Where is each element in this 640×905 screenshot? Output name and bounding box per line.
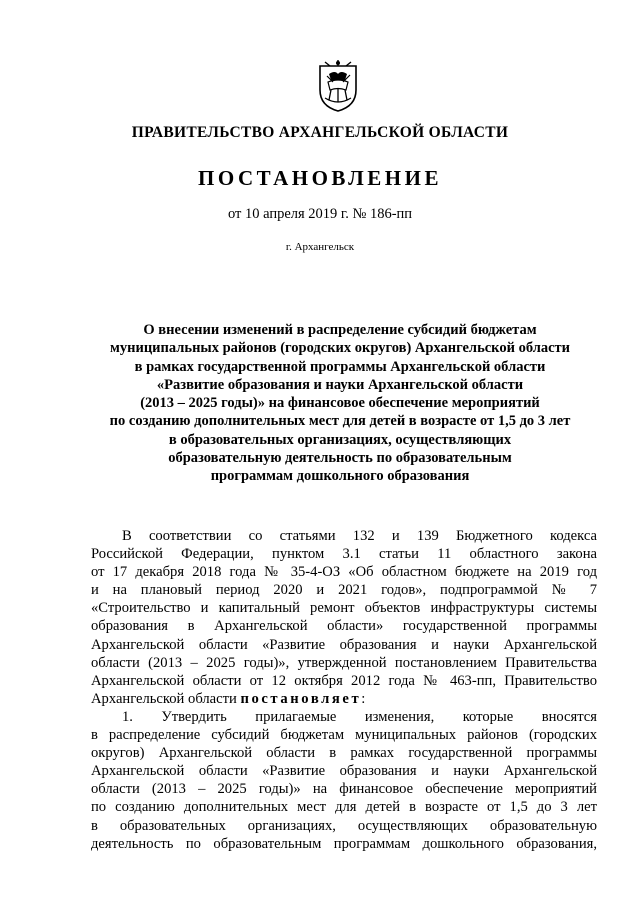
body-line: области (2013 – 2025 годы)», утвержденной постановлением Правительства: [91, 654, 597, 671]
body-line: В соответствии со статьями 132 и 139 Бюджетного кодекса: [122, 528, 597, 544]
body-line-resolves: [91, 690, 597, 708]
decree-subject: [90, 321, 590, 486]
subject-line: муниципальных районов (городских округов) Архангельской области: [109, 340, 571, 357]
body-line: и на плановый период 2020 и 2021 годов», подпрограммой № 7: [91, 582, 597, 599]
body-line: области (2013 – 2025 годы)» на финансовое обеспечение мероприятий: [91, 781, 597, 798]
body-line: Архангельской области «Развитие образования и науки Архангельской: [91, 763, 597, 780]
subject-line: программам дошкольного образования: [210, 468, 470, 485]
paragraph-item-1: [91, 708, 597, 853]
decree-body: [91, 527, 597, 853]
body-line: деятельность по образовательным программам дошкольного образования,: [91, 835, 597, 852]
body-line: Российской Федерации, пунктом 3.1 статьи 11 областного закона: [91, 546, 597, 563]
subject-line: в образовательных организациях, осуществляющих: [168, 431, 512, 448]
body-line-suffix: :: [361, 690, 366, 707]
body-line: 1. Утвердить прилагаемые изменения, которые вносятся: [122, 708, 597, 725]
subject-line: образовательную деятельность по образовательным: [168, 450, 512, 467]
body-line: «Строительство и капитальный ремонт объектов инфраструктуры системы: [91, 600, 597, 617]
body-line: по созданию дополнительных мест для детей в возрасте от 1,5 до 3 лет: [91, 799, 597, 816]
subject-line: О внесении изменений в распределение субсидий бюджетам: [143, 322, 537, 338]
body-line: от 17 декабря 2018 года № 35-4-ОЗ «Об областном бюджете на 2019 год: [91, 564, 597, 581]
government-title: ПРАВИТЕЛЬСТВО АРХАНГЕЛЬСКОЙ ОБЛАСТИ: [131, 124, 509, 141]
body-line: в распределение субсидий бюджетам муниципальных районов (городских: [91, 727, 597, 744]
subject-line: «Развитие образования и науки Архангельской области: [156, 376, 524, 393]
body-line: округов) Архангельской области в рамках государственной программы: [91, 745, 597, 762]
paragraph-preamble: [91, 527, 597, 708]
arkhangelsk-coat-of-arms-icon: [317, 60, 359, 112]
body-line: Архангельской области «Развитие образования и науки Архангельской: [91, 636, 597, 653]
body-line: образования в Архангельской области» государственной программы: [91, 618, 597, 635]
subject-line: по созданию дополнительных мест для детей в возрасте от 1,5 до 3 лет: [109, 413, 571, 430]
document-type-title: ПОСТАНОВЛЕНИЕ: [198, 166, 442, 190]
date-and-number: от 10 апреля 2019 г. № 186-пп: [227, 206, 413, 222]
resolves-word: постановляет: [240, 690, 362, 707]
body-line: в образовательных организациях, осуществляющих образовательную: [91, 817, 597, 834]
city-name: г. Архангельск: [285, 241, 355, 253]
body-line: Архангельской области от 12 октября 2012 года № 463-пп, Правительство: [91, 672, 597, 689]
subject-line: в рамках государственной программы Архангельской области: [134, 358, 546, 375]
subject-line: (2013 – 2025 годы)» на финансовое обеспечение мероприятий: [140, 395, 540, 412]
body-line-prefix: Архангельской области: [91, 690, 241, 707]
